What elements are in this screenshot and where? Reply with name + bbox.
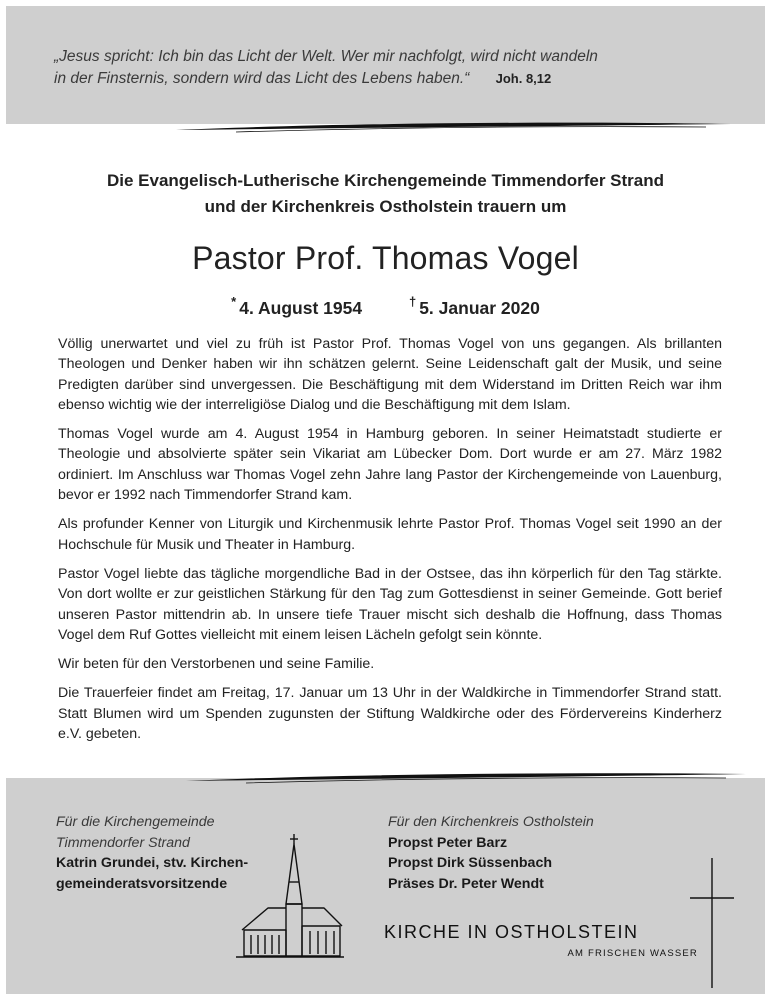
- paragraph: Völlig unerwartet und viel zu früh ist Pastor Prof. Thomas Vogel von uns gegangen. Als brillanten Theologen und Denker haben wir ihn schätzen gelernt. Seine Leidenschaft galt der Musik, und seine Predigten darüber sind unvergessen. Die Beschäftigung mit dem Widerstand im Dritten Reich war ihm ebenso wichtig wie der interreligiöse Dialog und die Beschäftigung mit dem Islam.: [58, 336, 722, 413]
- intro-line-2: und der Kirchenkreis Ostholstein trauern um: [204, 197, 567, 216]
- mourning-intro: [6, 168, 765, 220]
- district-label: Für den Kirchenkreis Ostholstein: [388, 814, 594, 830]
- bible-quote: [54, 46, 714, 90]
- death-date-group: [408, 294, 540, 318]
- signature-district: [388, 812, 668, 894]
- paragraph: Als profunder Kenner von Liturgik und Kirchenmusik lehrte Pastor Prof. Thomas Vogel seit 1990 an der Hochschule für Musik und Theater in Hamburg.: [58, 516, 722, 553]
- obituary-notice: [6, 6, 765, 994]
- top-swoosh-divider: [6, 114, 765, 134]
- death-symbol: †: [408, 294, 417, 309]
- paragraph: Die Trauerfeier findet am Freitag, 17. Januar um 13 Uhr in der Waldkirche in Timmendorfer Strand statt. Statt Blumen wird um Spenden zugunsten der Stiftung Waldkirche oder des Fördervereins Kinderherz e.V. gebeten.: [58, 685, 722, 743]
- parish-signer-line-1: Katrin Grundei, stv. Kirchen-: [56, 855, 249, 871]
- quote-line-1: „Jesus spricht: Ich bin das Licht der Welt. Wer mir nachfolgt, wird nicht wandeln: [54, 48, 598, 65]
- parish-label-line-2: Timmendorfer Strand: [56, 834, 190, 851]
- district-signer: Propst Dirk Süssenbach: [388, 855, 552, 871]
- death-date: 5. Januar 2020: [419, 297, 540, 318]
- quote-band: [6, 6, 765, 124]
- quote-line-2: in der Finsternis, sondern wird das Licht des Lebens haben.“: [54, 70, 470, 87]
- parish-signer-line-2: gemeinderatsvorsitzende: [56, 875, 228, 892]
- paragraph: Pastor Vogel liebte das tägliche morgendliche Bad in der Ostsee, das ihn körperlich für den Tag stärkte. Von dort wollte er zur geistlichen Stärkung für den Tag zum Gottesdienst in seiner Gemeinde. Gott berief unseren Pastor mittendrin ab. In unsere tiefe Trauer mischt sich deshalb die Hoffnung, dass Thomas Vogel dem Ruf Gottes vielleicht mit einem leisen Lächeln gefolgt sein könnte.: [58, 565, 722, 643]
- intro-line-1: Die Evangelisch-Lutherische Kirchengemeinde Timmendorfer Strand: [106, 171, 665, 190]
- obituary-text: [58, 334, 722, 753]
- brand-subtitle: AM FRISCHEN WASSER: [567, 948, 698, 959]
- church-illustration: [234, 834, 346, 960]
- birth-date-group: [231, 291, 362, 320]
- birth-symbol: *: [231, 294, 237, 309]
- quote-reference: Joh. 8,12: [495, 71, 552, 86]
- paragraph: Wir beten für den Verstorbenen und seine Familie.: [58, 656, 375, 673]
- birth-date: 4. August 1954: [239, 297, 363, 318]
- bottom-swoosh-divider: [6, 764, 765, 784]
- deceased-name: Pastor Prof. Thomas Vogel: [192, 240, 579, 276]
- district-signer: Propst Peter Barz: [388, 834, 508, 851]
- paragraph: Thomas Vogel wurde am 4. August 1954 in Hamburg geboren. In seiner Heimatstadt studierte er Theologie und absolvierte später sein Vikariat am Lübecker Dom. Dort wurde er am 27. März 1982 ordiniert. Im Anschluss war Thomas Vogel zehn Jahre lang Pastor der Kirchengemeinde von Lauenburg, bevor er 1992 nach Timmendorfer Strand kam.: [58, 426, 722, 504]
- district-signer: Präses Dr. Peter Wendt: [388, 875, 544, 892]
- cross-logo-icon: [690, 858, 734, 988]
- life-dates: [6, 291, 765, 320]
- brand-title: KIRCHE IN OSTHOLSTEIN: [384, 922, 639, 942]
- parish-label-line-1: Für die Kirchengemeinde: [56, 814, 215, 830]
